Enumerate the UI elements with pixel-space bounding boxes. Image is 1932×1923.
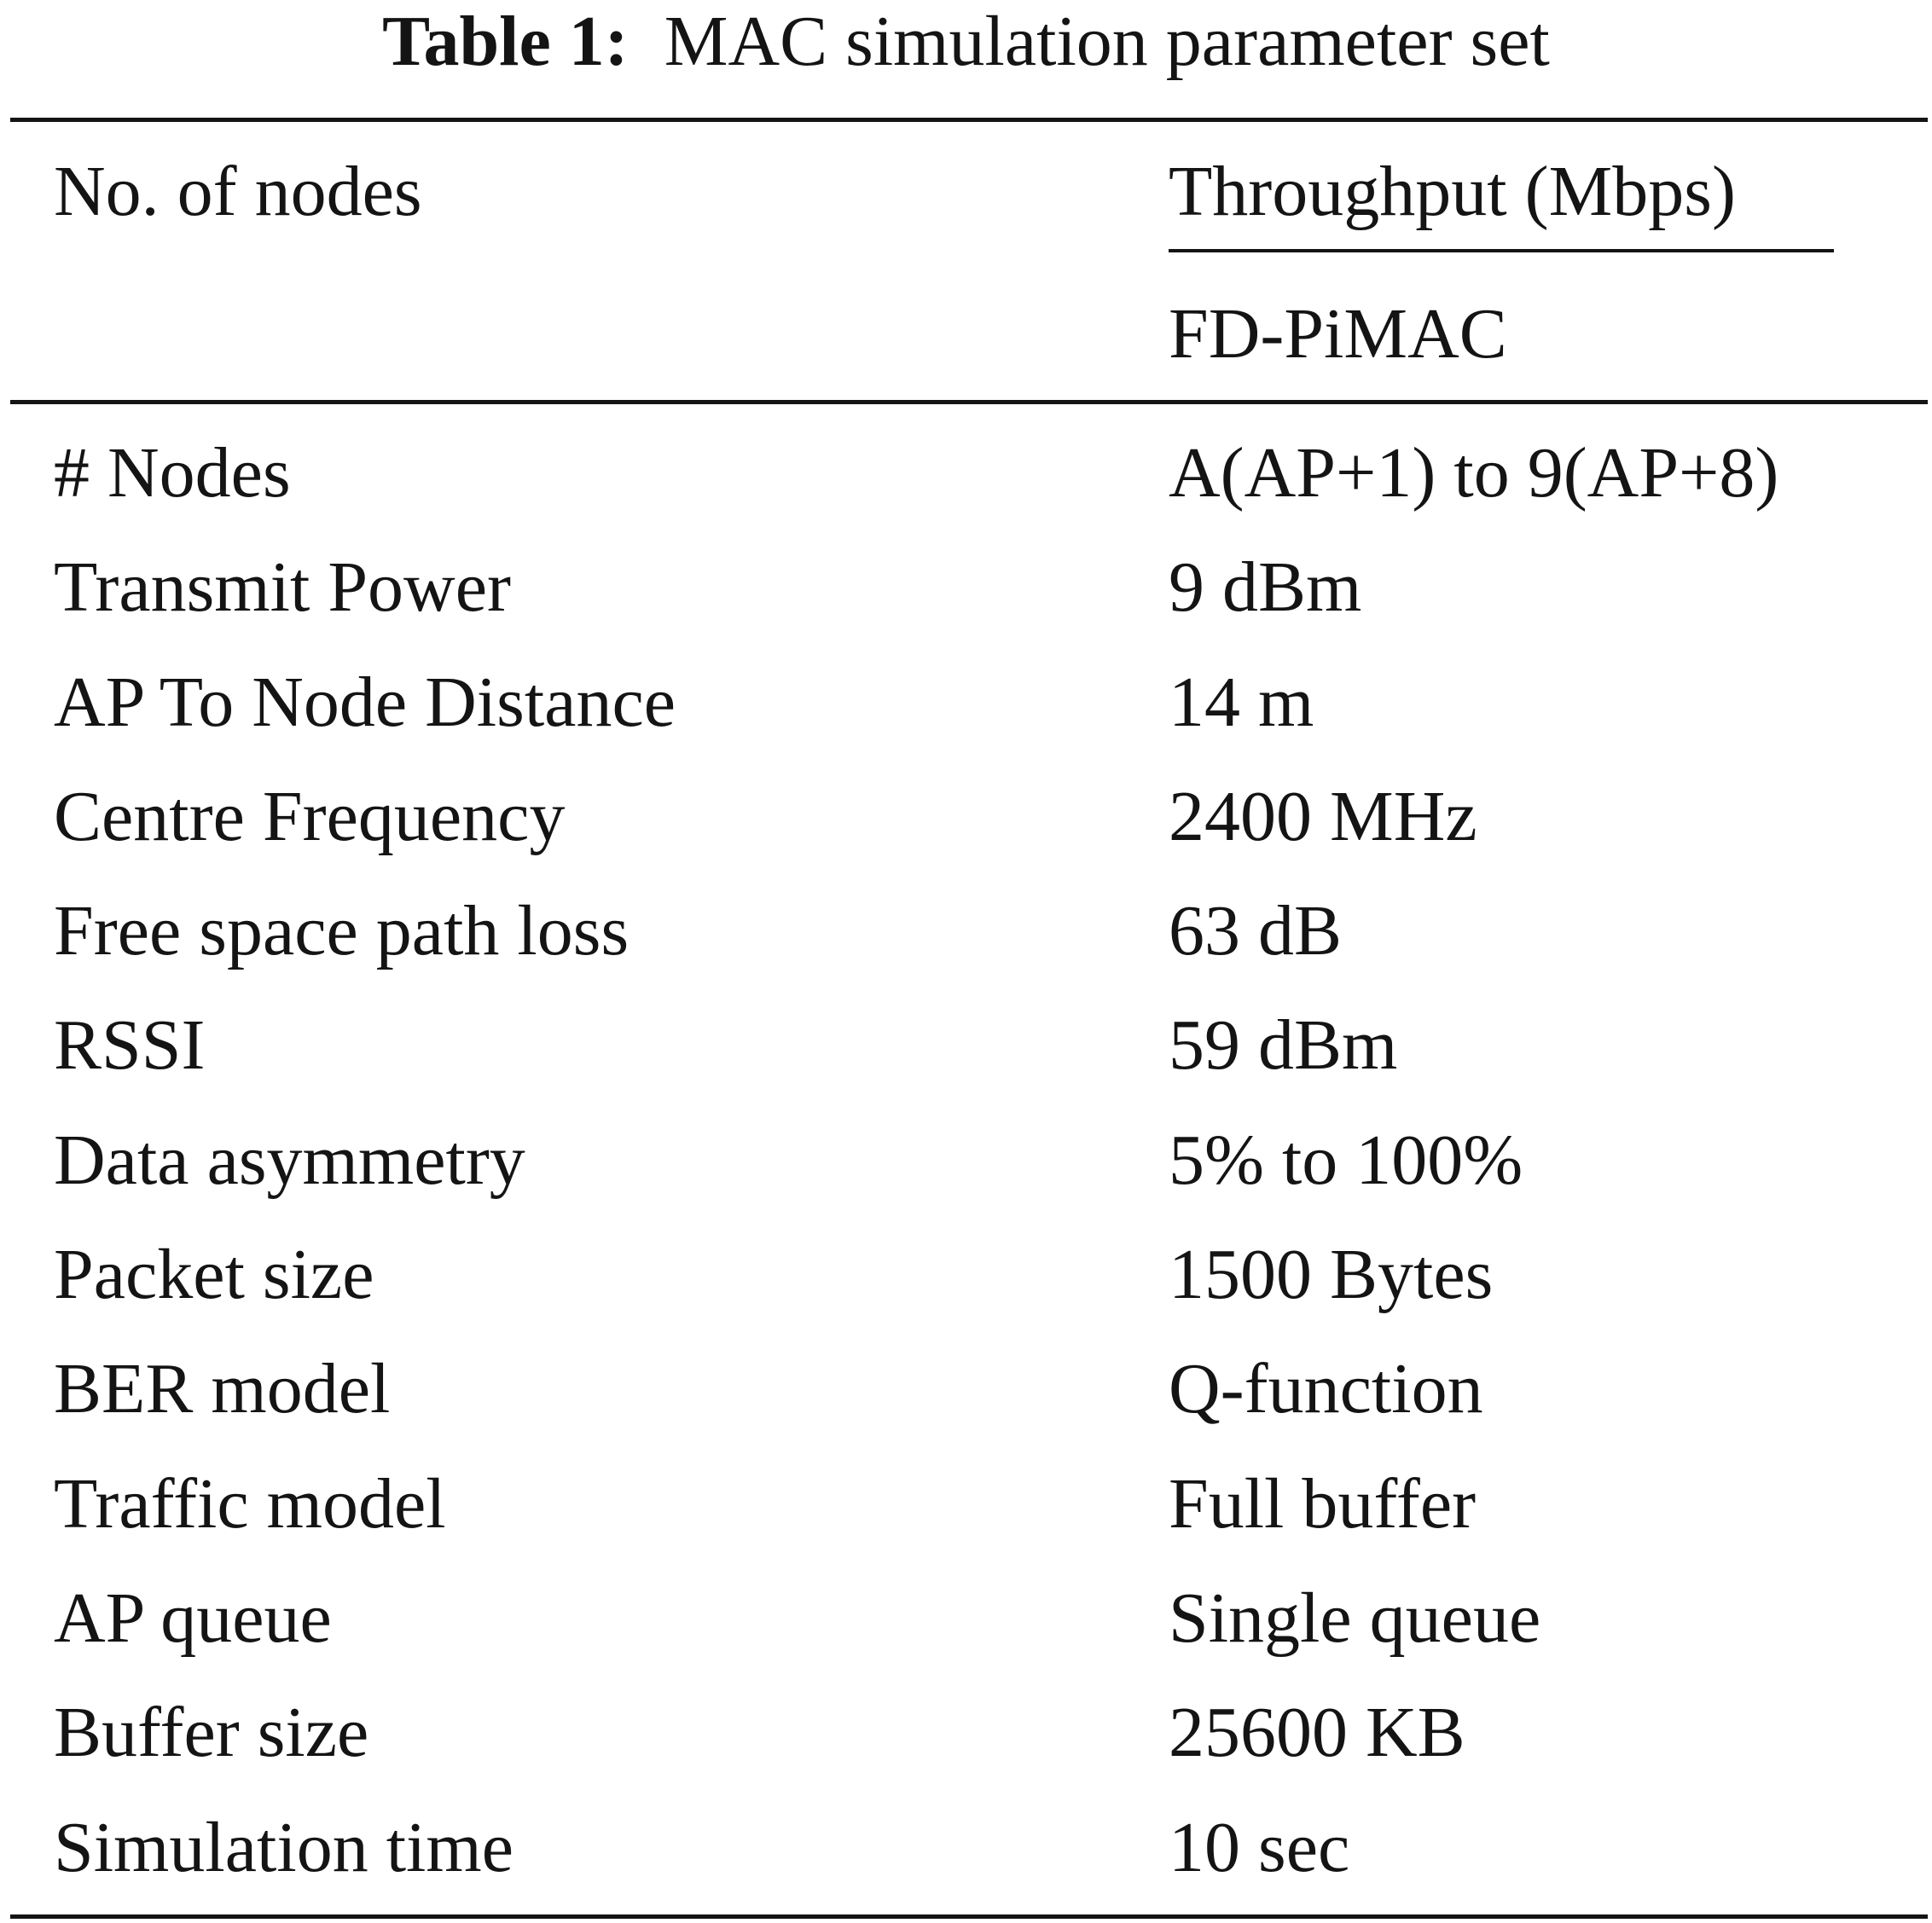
table-row: [0, 431, 1932, 545]
table-row: [0, 774, 1932, 889]
header-rule: [10, 400, 1928, 404]
table-caption-text: MAC simulation parameter set: [664, 2, 1550, 81]
table-row: [0, 1347, 1932, 1461]
value-cell: 25600 KB: [1169, 1693, 1465, 1773]
table-row: [0, 1232, 1932, 1347]
param-cell: Transmit Power: [54, 547, 511, 628]
value-cell: 63 dB: [1169, 891, 1343, 971]
param-cell: AP queue: [54, 1578, 332, 1658]
param-cell: Free space path loss: [54, 891, 629, 971]
table-row: [0, 1576, 1932, 1690]
top-rule: [10, 118, 1928, 122]
value-cell: A(AP+1) to 9(AP+8): [1169, 433, 1779, 513]
bottom-rule: [10, 1914, 1928, 1919]
param-cell: Traffic model: [54, 1463, 446, 1544]
value-cell: 9 dBm: [1169, 547, 1362, 628]
table-row: [0, 545, 1932, 659]
param-cell: Simulation time: [54, 1807, 513, 1887]
header-throughput: Throughput (Mbps): [1169, 152, 1736, 231]
param-cell: Buffer size: [54, 1693, 369, 1773]
value-cell: 14 m: [1169, 662, 1314, 742]
table-row: [0, 1118, 1932, 1232]
value-cell: Single queue: [1169, 1578, 1541, 1658]
table-row: [0, 1690, 1932, 1804]
value-cell: Q-function: [1169, 1349, 1483, 1429]
header-fd-pimac: FD-PiMAC: [1169, 294, 1507, 374]
value-cell: 59 dBm: [1169, 1005, 1398, 1086]
param-cell: BER model: [54, 1349, 391, 1429]
param-cell: AP To Node Distance: [54, 662, 676, 742]
value-cell: Full buffer: [1169, 1463, 1477, 1544]
table-caption: [0, 0, 1932, 84]
table-row: [0, 1805, 1932, 1920]
header-no-of-nodes: No. of nodes: [54, 152, 422, 231]
value-cell: 1500 Bytes: [1169, 1235, 1494, 1315]
value-cell: 2400 MHz: [1169, 776, 1477, 856]
param-cell: RSSI: [54, 1005, 206, 1086]
param-cell: Centre Frequency: [54, 776, 566, 856]
header-sub-rule: [1169, 249, 1834, 252]
table-row: [0, 1462, 1932, 1576]
param-cell: # Nodes: [54, 433, 291, 513]
param-cell: Packet size: [54, 1235, 374, 1315]
table-caption-label: Table 1:: [382, 2, 629, 81]
param-cell: Data asymmetry: [54, 1120, 525, 1200]
table-row: [0, 660, 1932, 774]
table-row: [0, 889, 1932, 1003]
table-body: [0, 431, 1932, 1920]
value-cell: 10 sec: [1169, 1807, 1350, 1887]
table-row: [0, 1003, 1932, 1117]
value-cell: 5% to 100%: [1169, 1120, 1523, 1200]
